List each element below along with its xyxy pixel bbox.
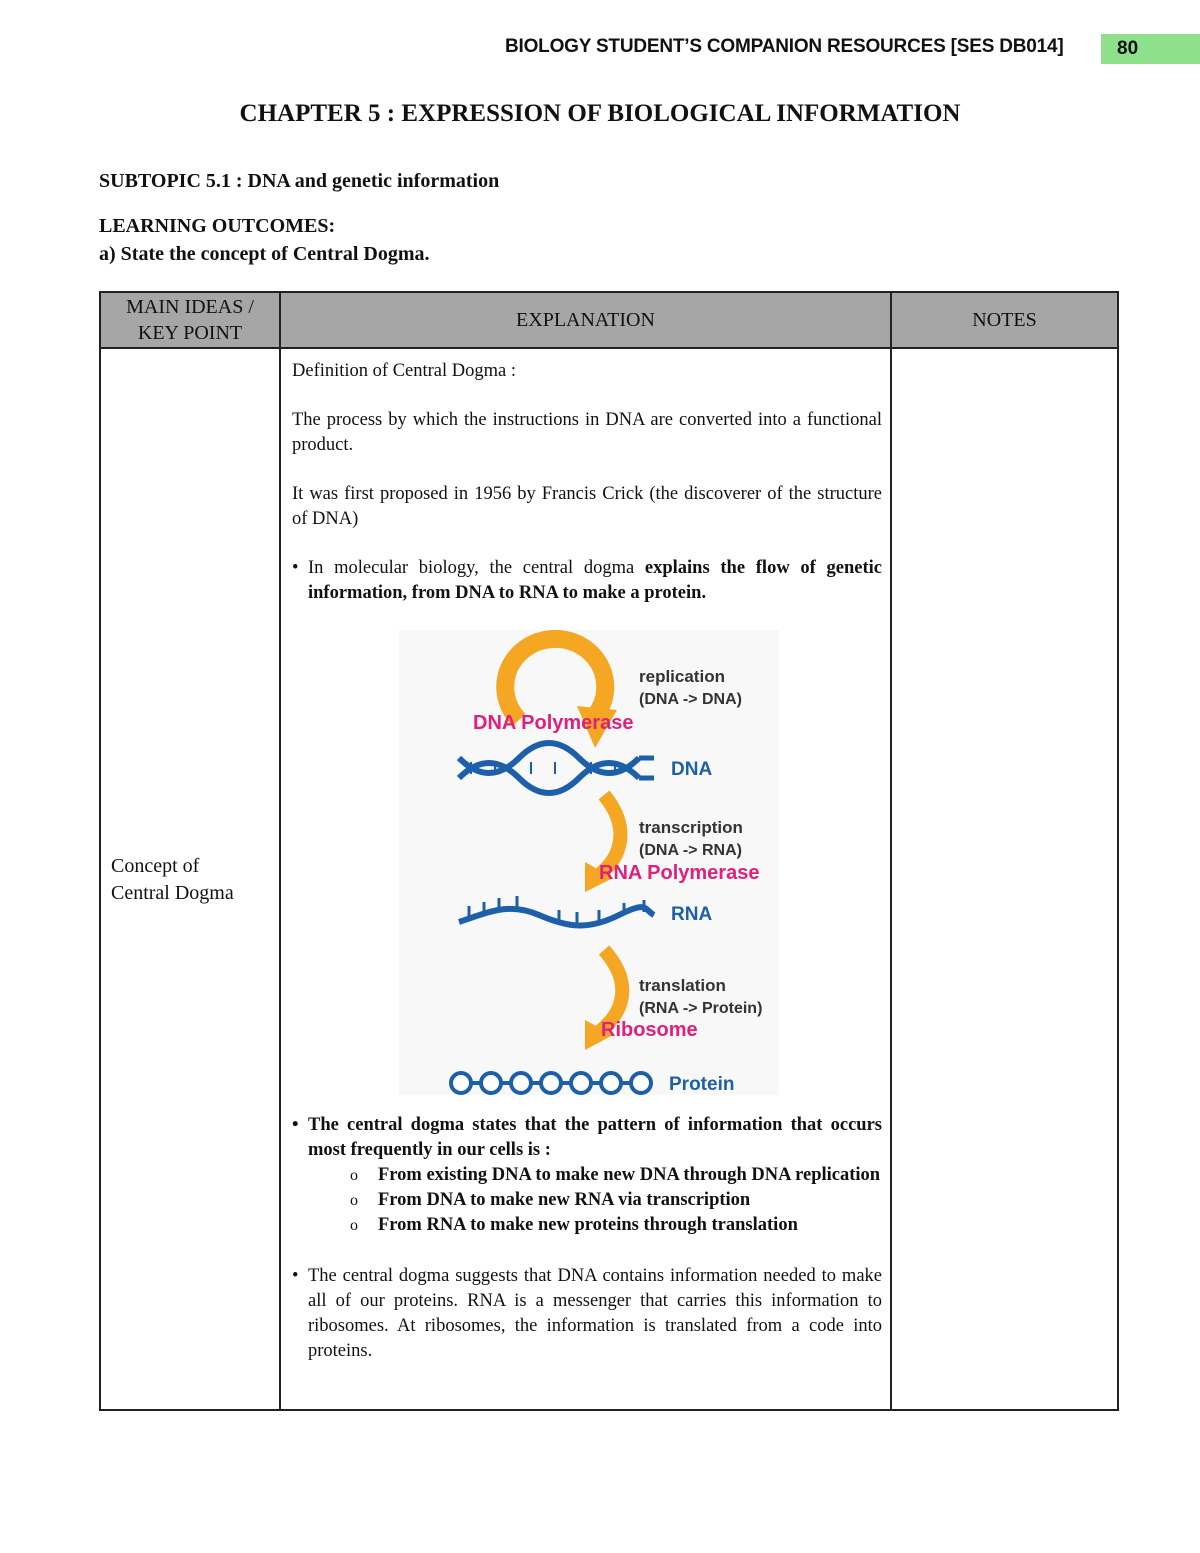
history-text: It was first proposed in 1956 by Francis Crick (the discoverer of the structure of DNA) bbox=[292, 484, 882, 529]
sub-marker: o bbox=[350, 1167, 358, 1184]
protein-label: Protein bbox=[669, 1074, 735, 1095]
header-main-ideas bbox=[100, 292, 280, 348]
bullet-dot: • bbox=[292, 1115, 299, 1135]
replication-label: replication bbox=[639, 667, 725, 686]
key-point-text bbox=[111, 853, 234, 907]
chapter-title: CHAPTER 5 : EXPRESSION OF BIOLOGICAL INFORMATION bbox=[239, 100, 961, 127]
translation-label: translation bbox=[639, 976, 726, 995]
header-notes: NOTES bbox=[891, 292, 1118, 348]
definition-text: The process by which the instructions in DNA are converted into a functional product. bbox=[292, 410, 882, 455]
transcription-sub: (DNA -> RNA) bbox=[639, 842, 742, 859]
rna-polymerase-label: RNA Polymerase bbox=[599, 862, 760, 884]
bullet-messenger-text: The central dogma suggests that DNA contains information needed to make all of our proteins. RNA is a messenger that carries this information to ribosomes. At ribosomes, the information is translated from a code into proteins. bbox=[308, 1266, 882, 1361]
sub-marker: o bbox=[350, 1192, 358, 1209]
ribosome-label: Ribosome bbox=[601, 1019, 698, 1041]
sub-item bbox=[350, 1188, 882, 1213]
bullet-pattern bbox=[292, 1113, 882, 1163]
transcription-label: transcription bbox=[639, 818, 743, 837]
explanation-cell bbox=[280, 348, 891, 1410]
learning-outcome-item: a) State the concept of Central Dogma. bbox=[99, 243, 430, 265]
table-row bbox=[100, 348, 1118, 1410]
running-header: BIOLOGY STUDENT’S COMPANION RESOURCES [SES DB014] bbox=[505, 36, 1064, 57]
sub-item-text: From existing DNA to make new DNA through DNA replication bbox=[378, 1165, 881, 1185]
bullet-dot: • bbox=[292, 558, 299, 578]
page-number: 80 bbox=[1117, 38, 1139, 59]
bullet-dot: • bbox=[292, 1266, 299, 1286]
sub-item bbox=[350, 1213, 882, 1238]
header-explanation: EXPLANATION bbox=[280, 292, 891, 348]
bullet-pattern-text: The central dogma states that the pattern of information that occurs most frequently in our cells is : bbox=[308, 1115, 882, 1160]
notes-cell bbox=[891, 348, 1118, 1410]
learning-outcomes-heading: LEARNING OUTCOMES: bbox=[99, 215, 336, 237]
page-number-badge bbox=[1101, 34, 1200, 64]
bullet-flow bbox=[292, 556, 882, 606]
dna-polymerase-label: DNA Polymerase bbox=[473, 712, 634, 734]
key-point-cell bbox=[100, 348, 280, 1410]
definition-heading: Definition of Central Dogma : bbox=[292, 361, 517, 381]
bullet-flow-bold: explains the flow of genetic information, from DNA to RNA to make a protein. bbox=[308, 558, 882, 603]
sub-item-text: From DNA to make new RNA via transcription bbox=[378, 1190, 751, 1210]
rna-label: RNA bbox=[671, 904, 713, 925]
header-main-ideas-line2: KEY POINT bbox=[137, 322, 243, 344]
subtopic-heading: SUBTOPIC 5.1 : DNA and genetic information bbox=[99, 170, 500, 192]
header-main-ideas-line1: MAIN IDEAS / bbox=[126, 296, 254, 318]
sub-marker: o bbox=[350, 1217, 358, 1234]
central-dogma-svg bbox=[399, 630, 779, 1095]
replication-sub: (DNA -> DNA) bbox=[639, 691, 742, 708]
key-point-line1: Concept of bbox=[111, 855, 200, 877]
key-point-line2: Central Dogma bbox=[111, 882, 234, 904]
bullet-flow-normal: In molecular biology, the central dogma bbox=[308, 558, 645, 578]
bullet-messenger bbox=[292, 1264, 882, 1364]
notes-table bbox=[99, 291, 1119, 1411]
central-dogma-diagram bbox=[292, 630, 882, 1095]
dna-label: DNA bbox=[671, 759, 713, 780]
sub-item-text: From RNA to make new proteins through translation bbox=[378, 1215, 798, 1235]
sub-item bbox=[350, 1163, 882, 1188]
translation-sub: (RNA -> Protein) bbox=[639, 1000, 763, 1017]
